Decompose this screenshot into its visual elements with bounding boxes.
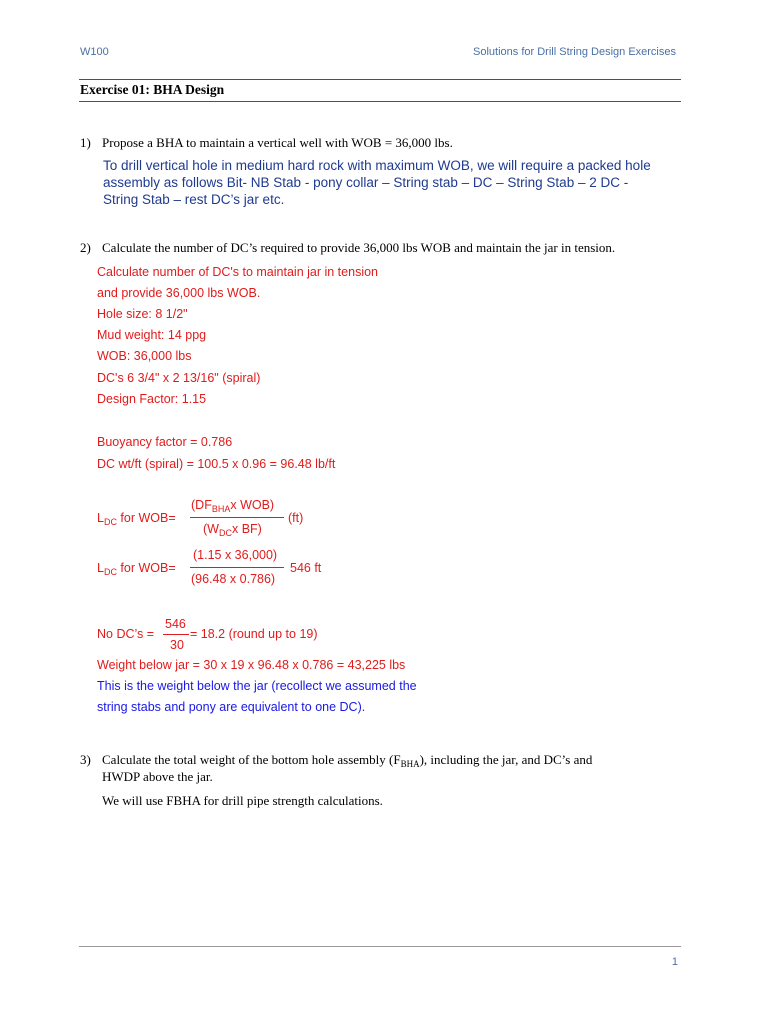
title-rule-top	[79, 79, 681, 80]
eq1-lhs	[97, 511, 176, 527]
eq1-lhs-label: for WOB=	[116, 511, 176, 525]
given-design-factor: Design Factor: 1.15	[97, 392, 207, 406]
eq2-lhs-subscript: DC	[103, 567, 117, 577]
eq1-den-part-a: (W	[203, 522, 219, 536]
question-3-answer: We will use FBHA for drill pipe strength calculations.	[102, 793, 383, 808]
eq1-den-part-b: x BF)	[231, 522, 262, 536]
eq1-unit: (ft)	[288, 511, 304, 525]
eq2-lhs-symbol: L	[97, 561, 104, 575]
question-2-text: Calculate the number of DC’s required to provide 36,000 lbs WOB and maintain the jar in tension.	[102, 240, 616, 255]
note-line-2: string stabs and pony are equivalent to one DC).	[97, 700, 366, 714]
eq1-lhs-subscript: DC	[103, 517, 117, 527]
exercise-title: Exercise 01: BHA Design	[80, 82, 225, 97]
eq2-result: 546 ft	[290, 561, 322, 575]
question-3-text-a: Calculate the total weight of the bottom hole assembly (F	[102, 752, 401, 767]
eq1-fraction-bar	[190, 517, 284, 518]
question-3-text-b: ), including the jar, and DC’s and	[419, 752, 593, 767]
footer-rule	[79, 946, 681, 947]
given-line-1: Calculate number of DC's to maintain jar in tension	[97, 265, 378, 279]
eq3-denominator: 30	[170, 638, 184, 652]
question-1	[80, 134, 453, 151]
buoyancy-factor: Buoyancy factor = 0.786	[97, 435, 233, 449]
question-1-text: Propose a BHA to maintain a vertical well with WOB = 36,000 lbs.	[102, 135, 453, 150]
question-3-line-2: HWDP above the jar.	[102, 769, 213, 784]
question-3-subscript: BHA	[400, 759, 420, 769]
given-line-2: and provide 36,000 lbs WOB.	[97, 286, 261, 300]
eq1-numerator	[191, 498, 274, 514]
eq3-numerator: 546	[165, 617, 186, 631]
question-2	[80, 239, 615, 256]
given-wob: WOB: 36,000 lbs	[97, 349, 192, 363]
eq1-num-part-b: x WOB)	[230, 498, 275, 512]
q1-answer-line-2: assembly as follows Bit- NB Stab - pony collar – String stab – DC – String Stab – 2 DC -	[103, 175, 629, 190]
question-1-number: 1)	[80, 135, 91, 150]
eq1-denominator	[203, 522, 262, 538]
q1-answer-line-1: To drill vertical hole in medium hard rock with maximum WOB, we will require a packed hole	[103, 158, 651, 173]
header-doc-code: W100	[80, 46, 109, 58]
title-rule-bottom	[79, 101, 681, 102]
weight-below-jar: Weight below jar = 30 x 19 x 96.48 x 0.786 = 43,225 lbs	[97, 658, 406, 672]
eq2-lhs	[97, 561, 176, 577]
given-mud-weight: Mud weight: 14 ppg	[97, 328, 207, 342]
given-hole-size: Hole size: 8 1/2"	[97, 307, 188, 321]
eq1-den-subscript: DC	[218, 528, 232, 538]
eq1-lhs-symbol: L	[97, 511, 104, 525]
page-number: 1	[671, 956, 678, 968]
eq1-num-subscript: BHA	[211, 504, 231, 514]
given-dc-size: DC's 6 3/4" x 2 13/16" (spiral)	[97, 371, 261, 385]
eq3-result: = 18.2 (round up to 19)	[190, 627, 318, 641]
eq1-num-part-a: (DF	[191, 498, 212, 512]
dc-weight-per-foot: DC wt/ft (spiral) = 100.5 x 0.96 = 96.48 lb/ft	[97, 457, 336, 471]
eq3-lhs: No DC’s =	[97, 627, 155, 641]
header-doc-title: Solutions for Drill String Design Exercises	[473, 46, 676, 58]
q1-answer-line-3: String Stab – rest DC’s jar etc.	[103, 192, 285, 207]
eq2-denominator: (96.48 x 0.786)	[191, 572, 276, 586]
eq2-lhs-label: for WOB=	[116, 561, 176, 575]
eq2-fraction-bar	[190, 567, 284, 568]
question-3-number: 3)	[80, 752, 91, 767]
question-2-number: 2)	[80, 240, 91, 255]
note-line-1: This is the weight below the jar (recollect we assumed the	[97, 679, 417, 693]
eq2-numerator: (1.15 x 36,000)	[193, 548, 278, 562]
eq3-fraction-bar	[163, 634, 189, 635]
